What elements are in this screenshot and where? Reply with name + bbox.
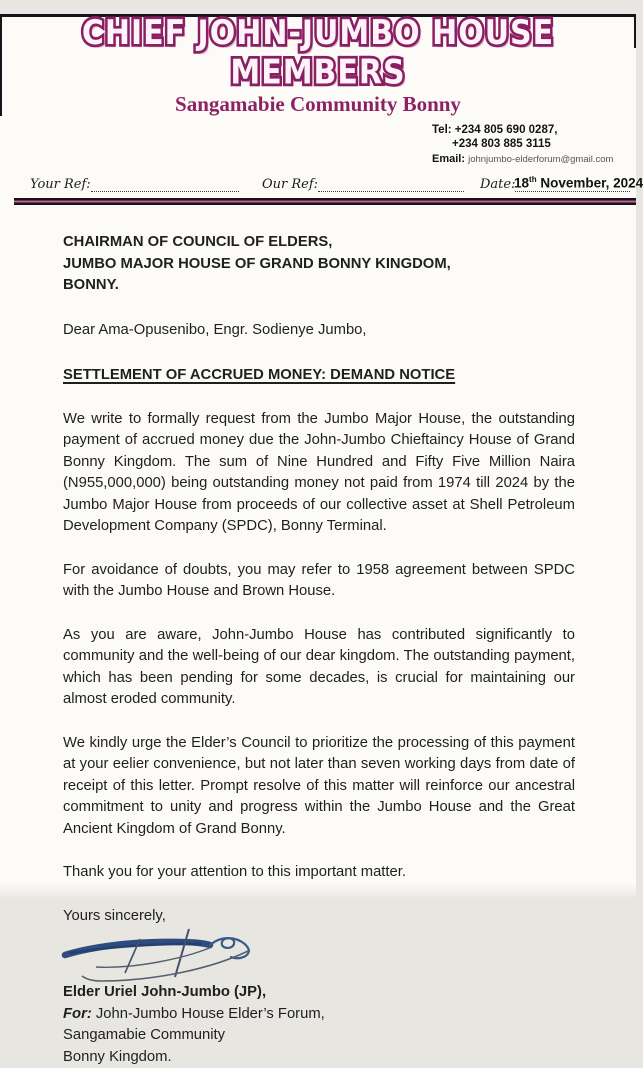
body-paragraph-3: As you are aware, John-Jumbo House has contributed significantly to community and the well-being of our dear kingdom. The outstanding payment, which has been pending for some decades, is crucial for maintaining our almost eroded community. [63,625,575,711]
subject-line: SETTLEMENT OF ACCRUED MONEY: DEMAND NOTICE [63,365,575,387]
date-ordinal-suffix: th [529,175,537,184]
salutation: Dear Ama-Opusenibo, Engr. Sodienye Jumbo, [63,320,575,342]
letter-body [0,205,636,1068]
date-month-year: November, 2024 [537,175,643,190]
recipient-address [63,232,575,297]
body-paragraph-4: We kindly urge the Elder’s Council to prioritize the processing of this payment at your eelier convenience, but not later than seven working days from date of receipt of this letter. Prompt resolve of this matter will reinforce our ancestral commitment to unity and progress within the Jumbo House and the Great Ancient Kingdom of Grand Bonny. [63,733,575,841]
date-day: 18 [514,175,529,190]
letter-page [0,14,636,897]
valediction: Yours sincerely, [63,906,575,928]
contact-block [432,123,628,167]
letterhead-title: CHIEF JOHN-JUMBO HOUSE MEMBERS [0,14,636,92]
recipient-line: BONNY. [63,275,575,297]
email-label: Email: [432,153,465,165]
date-label: Date: [480,177,515,192]
recipient-line: CHAIRMAN OF COUNCIL OF ELDERS, [63,232,575,254]
letterhead [0,14,636,167]
reference-row [0,175,636,192]
for-organization: John-Jumbo House Elder’s Forum, [92,1006,325,1022]
tel-label: Tel: [432,124,452,136]
our-ref-field [262,177,480,192]
signatory-name: Elder Uriel John-Jumbo (JP), [63,982,575,1004]
your-ref-field [30,177,262,192]
our-ref-dotted-line [318,177,464,192]
body-paragraph-1: We write to formally request from the Jumbo Major House, the outstanding payment of accrued money due the John-Jumbo Chieftaincy House of Grand Bonny Kingdom. The sum of Nine Hundred and Fifty Five Million Naira (N955,000,000) being outstanding money not paid from 1974 till 2024 by the Jumbo Major House from proceeds of our collective asset at Shell Petroleum Development Company (SPDC), Bonny Terminal. [63,409,575,538]
date-field [480,177,630,192]
signatory-kingdom: Bonny Kingdom. [63,1047,575,1068]
tel-line-1 [432,123,628,137]
our-ref-label: Our Ref: [262,177,318,192]
recipient-line: JUMBO MAJOR HOUSE OF GRAND BONNY KINGDOM, [63,254,575,276]
signatory-for-line [63,1004,575,1026]
letterhead-subtitle: Sangamabie Community Bonny [0,92,636,117]
date-value [514,175,643,191]
your-ref-dotted-line [91,177,239,192]
email-value: johnjumbo-elderforum@gmail.com [468,154,613,165]
signatory-block [63,982,575,1068]
tel-number-2: +234 803 885 3115 [452,138,551,150]
email-line [432,152,628,167]
body-paragraph-2: For avoidance of doubts, you may refer to 1958 agreement between SPDC with the Jumbo House and Brown House. [63,560,575,603]
signatory-community: Sangamabie Community [63,1025,575,1047]
scan-shadow-bottom [0,883,636,897]
your-ref-label: Your Ref: [30,177,91,192]
body-paragraph-5: Thank you for your attention to this important matter. [63,862,575,884]
letterhead-divider-rule [14,198,636,205]
tel-number-1: +234 805 690 0287, [455,124,558,136]
for-label: For: [63,1006,92,1022]
tel-line-2 [432,137,628,151]
